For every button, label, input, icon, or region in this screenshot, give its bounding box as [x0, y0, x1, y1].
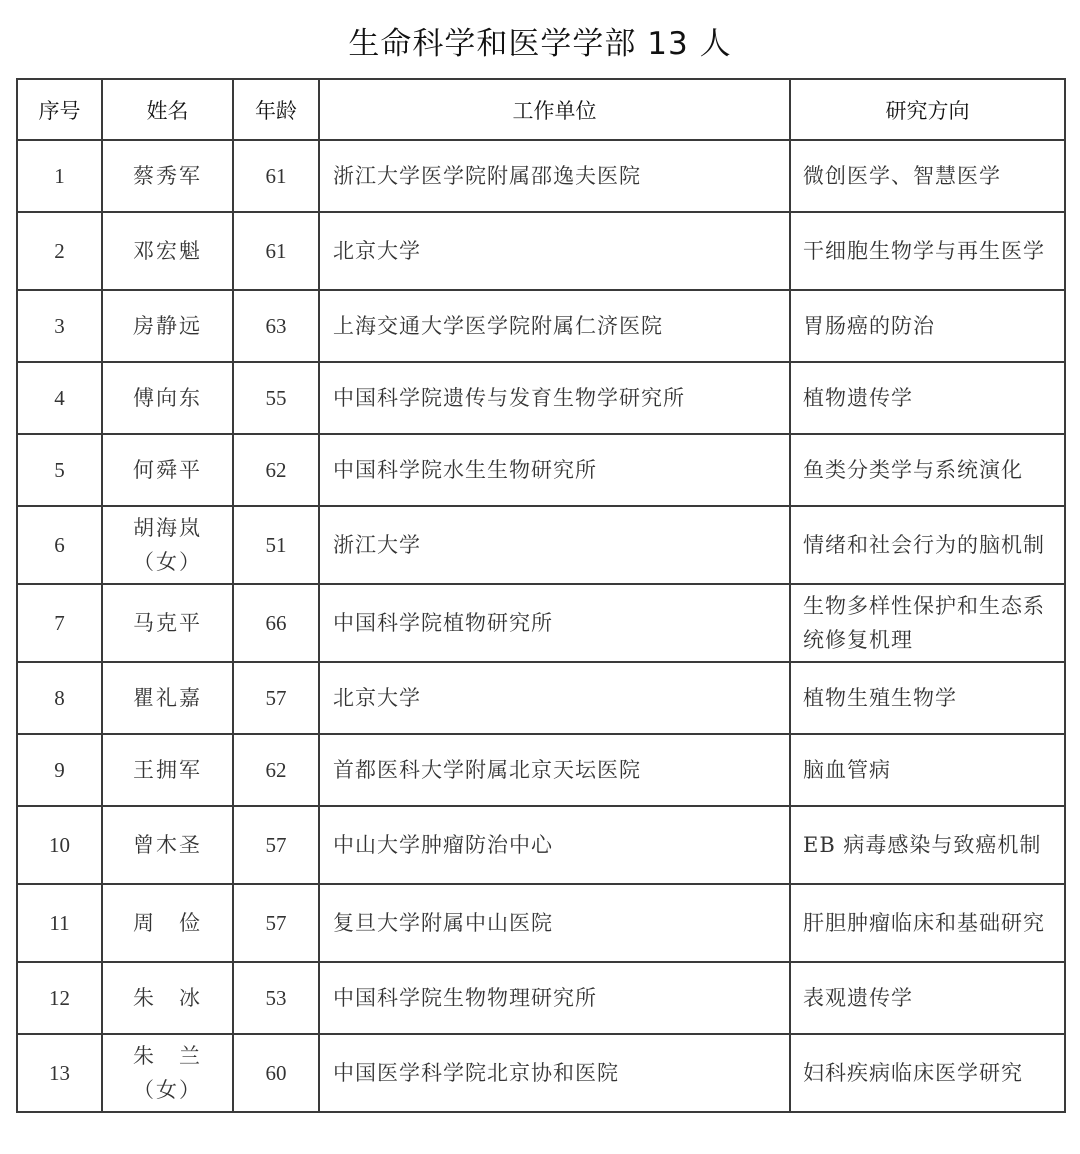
gender-note: （女）	[133, 1078, 202, 1102]
cell-unit: 中国科学院遗传与发育生物学研究所	[319, 362, 790, 434]
header-no: 序号	[17, 79, 102, 140]
cell-age: 57	[233, 806, 319, 884]
cell-name	[102, 806, 233, 884]
cell-field: 情绪和社会行为的脑机制	[790, 506, 1065, 584]
cell-unit: 浙江大学医学院附属邵逸夫医院	[319, 140, 790, 212]
cell-age: 51	[233, 506, 319, 584]
cell-unit: 中国科学院水生生物研究所	[319, 434, 790, 506]
cell-age: 62	[233, 434, 319, 506]
cell-no: 4	[17, 362, 102, 434]
cell-name	[102, 140, 233, 212]
gender-note: （女）	[133, 550, 202, 574]
cell-name	[102, 362, 233, 434]
cell-no: 9	[17, 734, 102, 806]
table-row	[17, 734, 1065, 806]
table-row	[17, 140, 1065, 212]
cell-name	[102, 884, 233, 962]
cell-unit: 北京大学	[319, 662, 790, 734]
table-row	[17, 1034, 1065, 1112]
cell-age: 53	[233, 962, 319, 1034]
name-text: 胡海岚	[133, 516, 202, 540]
cell-field: EB 病毒感染与致癌机制	[790, 806, 1065, 884]
cell-unit: 浙江大学	[319, 506, 790, 584]
name-text: 瞿礼嘉	[133, 686, 202, 710]
cell-field: 妇科疾病临床医学研究	[790, 1034, 1065, 1112]
cell-no: 1	[17, 140, 102, 212]
cell-name	[102, 1034, 233, 1112]
cell-unit: 中国科学院植物研究所	[319, 584, 790, 662]
name-text: 王拥军	[133, 758, 202, 782]
cell-field: 植物遗传学	[790, 362, 1065, 434]
name-text: 何舜平	[133, 458, 202, 482]
table-header-row	[17, 79, 1065, 140]
members-table	[16, 78, 1066, 1113]
cell-age: 55	[233, 362, 319, 434]
cell-field: 脑血管病	[790, 734, 1065, 806]
cell-age: 62	[233, 734, 319, 806]
cell-no: 12	[17, 962, 102, 1034]
cell-unit: 中国医学科学院北京协和医院	[319, 1034, 790, 1112]
cell-field: 表观遗传学	[790, 962, 1065, 1034]
cell-no: 6	[17, 506, 102, 584]
cell-field: 胃肠癌的防治	[790, 290, 1065, 362]
name-text: 曾木圣	[133, 833, 202, 857]
cell-name	[102, 662, 233, 734]
cell-field: 微创医学、智慧医学	[790, 140, 1065, 212]
cell-unit: 复旦大学附属中山医院	[319, 884, 790, 962]
page-title: 生命科学和医学学部 13 人	[348, 26, 732, 62]
header-field: 研究方向	[790, 79, 1065, 140]
header-age: 年龄	[233, 79, 319, 140]
table-row	[17, 362, 1065, 434]
cell-no: 5	[17, 434, 102, 506]
cell-unit: 北京大学	[319, 212, 790, 290]
table-row	[17, 434, 1065, 506]
table-row	[17, 584, 1065, 662]
cell-no: 3	[17, 290, 102, 362]
cell-field: 植物生殖生物学	[790, 662, 1065, 734]
table-row	[17, 212, 1065, 290]
name-text: 周 俭	[133, 911, 202, 935]
table-row	[17, 290, 1065, 362]
cell-age: 63	[233, 290, 319, 362]
name-text: 朱 冰	[133, 986, 202, 1010]
cell-field: 生物多样性保护和生态系统修复机理	[790, 584, 1065, 662]
cell-name	[102, 506, 233, 584]
header-name: 姓名	[102, 79, 233, 140]
cell-no: 7	[17, 584, 102, 662]
cell-name	[102, 212, 233, 290]
cell-no: 8	[17, 662, 102, 734]
name-text: 傅向东	[133, 386, 202, 410]
cell-age: 60	[233, 1034, 319, 1112]
cell-unit: 上海交通大学医学院附属仁济医院	[319, 290, 790, 362]
cell-age: 61	[233, 140, 319, 212]
cell-field: 干细胞生物学与再生医学	[790, 212, 1065, 290]
cell-name	[102, 434, 233, 506]
cell-age: 57	[233, 662, 319, 734]
name-text: 朱 兰	[133, 1044, 202, 1068]
name-text: 房静远	[133, 314, 202, 338]
cell-age: 61	[233, 212, 319, 290]
cell-no: 11	[17, 884, 102, 962]
table-row	[17, 806, 1065, 884]
cell-no: 2	[17, 212, 102, 290]
cell-no: 13	[17, 1034, 102, 1112]
cell-unit: 中山大学肿瘤防治中心	[319, 806, 790, 884]
cell-name	[102, 584, 233, 662]
cell-unit: 中国科学院生物物理研究所	[319, 962, 790, 1034]
name-text: 马克平	[133, 611, 202, 635]
header-unit: 工作单位	[319, 79, 790, 140]
cell-unit: 首都医科大学附属北京天坛医院	[319, 734, 790, 806]
table-row	[17, 962, 1065, 1034]
cell-age: 66	[233, 584, 319, 662]
name-text: 蔡秀军	[133, 164, 202, 188]
cell-name	[102, 734, 233, 806]
cell-field: 肝胆肿瘤临床和基础研究	[790, 884, 1065, 962]
table-row	[17, 662, 1065, 734]
cell-field: 鱼类分类学与系统演化	[790, 434, 1065, 506]
cell-age: 57	[233, 884, 319, 962]
cell-name	[102, 290, 233, 362]
name-text: 邓宏魁	[133, 239, 202, 263]
table-row	[17, 506, 1065, 584]
cell-name	[102, 962, 233, 1034]
cell-no: 10	[17, 806, 102, 884]
table-row	[17, 884, 1065, 962]
